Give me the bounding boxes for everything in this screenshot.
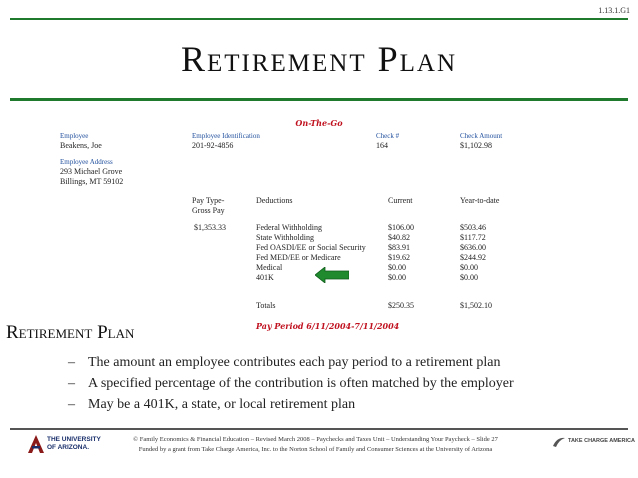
top-rule <box>10 18 628 20</box>
deduction-current: $0.00 <box>388 263 406 272</box>
deduction-current: $0.00 <box>388 273 406 282</box>
swoosh-icon <box>552 436 566 448</box>
footer-line-1: © Family Economics & Financial Education – Revised March 2008 – Paychecks and Taxes Unit – Understanding Your Paycheck – Slide 27 <box>133 436 498 443</box>
table-row <box>256 273 516 283</box>
deduction-current: $19.62 <box>388 253 410 262</box>
table-row <box>256 263 516 273</box>
deduction-ytd: $503.46 <box>460 223 486 232</box>
check-number-value: 164 <box>376 141 388 150</box>
address-line-2: Billings, MT 59102 <box>60 177 124 186</box>
address-label: Employee Address <box>60 158 113 166</box>
address-line-1: 293 Michael Grove <box>60 167 123 176</box>
university-a-icon <box>28 435 44 453</box>
totals-ytd: $1,502.10 <box>460 301 492 310</box>
deduction-ytd: $0.00 <box>460 273 478 282</box>
check-number-label: Check # <box>376 132 400 140</box>
col-current: Current <box>388 196 413 205</box>
deduction-current: $106.00 <box>388 223 414 232</box>
check-amount-value: $1,102.98 <box>460 141 492 150</box>
deduction-ytd: $117.72 <box>460 233 486 242</box>
col-ytd: Year-to-date <box>460 196 500 205</box>
col-pay-type-line1: Pay Type- <box>192 196 225 205</box>
deduction-current: $83.91 <box>388 243 410 252</box>
list-item: – The amount an employee contributes each pay period to a retirement plan <box>68 352 514 373</box>
totals-label: Totals <box>256 301 276 310</box>
footer-line-2: Funded by a grant from Take Charge America, Inc. to the Norton School of Family and Consumer Sciences at the University of Arizona <box>138 446 493 453</box>
table-row <box>256 233 516 243</box>
table-row <box>256 223 516 233</box>
check-header-note: On-The-Go <box>295 118 343 128</box>
employee-label: Employee <box>60 132 89 140</box>
university-logo-text: THE UNIVERSITY OF ARIZONA. <box>47 436 101 451</box>
slide-title: Retirement Plan <box>180 39 458 79</box>
pay-period: Pay Period 6/11/2004-7/11/2004 <box>256 321 400 331</box>
bullet-list <box>68 352 514 415</box>
left-arrow-icon <box>315 267 349 283</box>
deduction-name: Fed OASDI/EE or Social Security <box>256 243 366 252</box>
deduction-ytd: $636.00 <box>460 243 486 252</box>
gross-pay: $1,353.33 <box>194 223 226 232</box>
deduction-rows <box>256 223 516 283</box>
list-item: – May be a 401K, a state, or local retirement plan <box>68 394 514 415</box>
col-deductions: Deductions <box>256 196 293 205</box>
take-charge-america-text: TAKE CHARGE AMERICA <box>568 438 635 444</box>
employee-id-label: Employee Identification <box>192 132 260 140</box>
slide-code: 1.13.1.G1 <box>598 6 630 15</box>
list-item: – A specified percentage of the contribution is often matched by the employer <box>68 373 514 394</box>
table-row <box>256 253 516 263</box>
employee-id-value: 201-92-4856 <box>192 141 234 150</box>
university-logo <box>28 434 108 454</box>
footer-rule <box>10 428 628 430</box>
col-pay-type-line2: Gross Pay <box>192 206 225 215</box>
deduction-name: Fed MED/EE or Medicare <box>256 253 341 262</box>
employee-value: Beakens, Joe <box>60 141 102 150</box>
deduction-current: $40.82 <box>388 233 410 242</box>
deduction-name: Medical <box>256 263 283 272</box>
totals-current: $250.35 <box>388 301 414 310</box>
deduction-ytd: $0.00 <box>460 263 478 272</box>
deduction-name: State Withholding <box>256 233 314 242</box>
table-row <box>256 243 516 253</box>
deduction-name: 401K <box>256 273 274 282</box>
footer-text <box>118 435 513 455</box>
col-pay-type <box>192 196 225 216</box>
deduction-ytd: $244.92 <box>460 253 486 262</box>
deduction-name: Federal Withholding <box>256 223 322 232</box>
section-title: Retirement Plan <box>6 322 135 343</box>
title-rule <box>10 98 628 101</box>
check-amount-label: Check Amount <box>460 132 503 140</box>
take-charge-america-logo <box>552 434 635 452</box>
